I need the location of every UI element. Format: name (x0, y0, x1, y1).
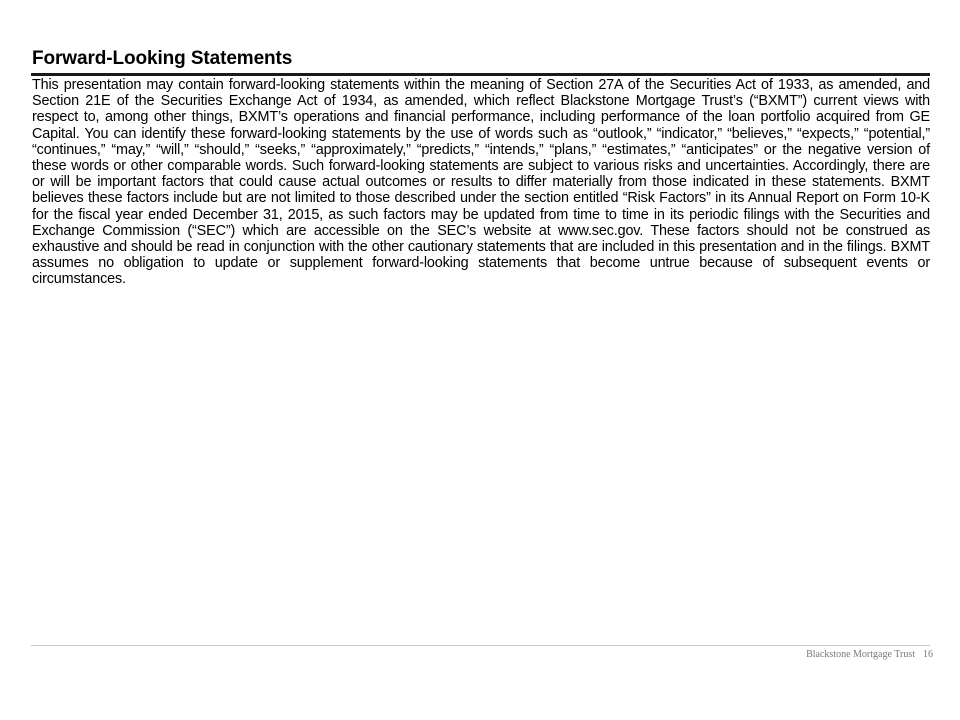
disclaimer-paragraph: This presentation may contain forward-looking statements within the meaning of Section 27A of the Securities Act of 1933, as amended, and Section 21E of the Securities Exchange Act of 1934, as amended, which reflect Blackstone Mortgage Trust’s (“BXMT”) current views with respect to, among other things, BXMT’s operations and financial performance, including performance of the loan portfolio acquired from GE Capital. You can identify these forward-looking statements by the use of words such as “outlook,” “indicator,” “believes,” “expects,” “potential,” “continues,” “may,” “will,” “should,” “seeks,” “approximately,” “predicts,” “intends,” “plans,” “estimates,” “anticipates” or the negative version of these words or other comparable words. Such forward-looking statements are subject to various risks and uncertainties. Accordingly, there are or will be important factors that could cause actual outcomes or results to differ materially from those indicated in these statements. BXMT believes these factors include but are not limited to those described under the section entitled “Risk Factors” in its Annual Report on Form 10-K for the fiscal year ended December 31, 2015, as such factors may be updated from time to time in its periodic filings with the Securities and Exchange Commission (“SEC”) which are accessible on the SEC’s website at www.sec.gov. These factors should not be construed as exhaustive and should be read in conjunction with the other cautionary statements that are included in this presentation and in the filings. BXMT assumes no obligation to update or supplement forward-looking statements that become untrue because of subsequent events or circumstances. (32, 77, 930, 288)
page-number: 16 (923, 649, 933, 660)
footer-divider (31, 645, 930, 646)
footer-company-name: Blackstone Mortgage Trust (806, 649, 915, 660)
title-divider (31, 73, 930, 76)
slide-title: Forward-Looking Statements (32, 48, 293, 69)
footer (806, 648, 933, 662)
